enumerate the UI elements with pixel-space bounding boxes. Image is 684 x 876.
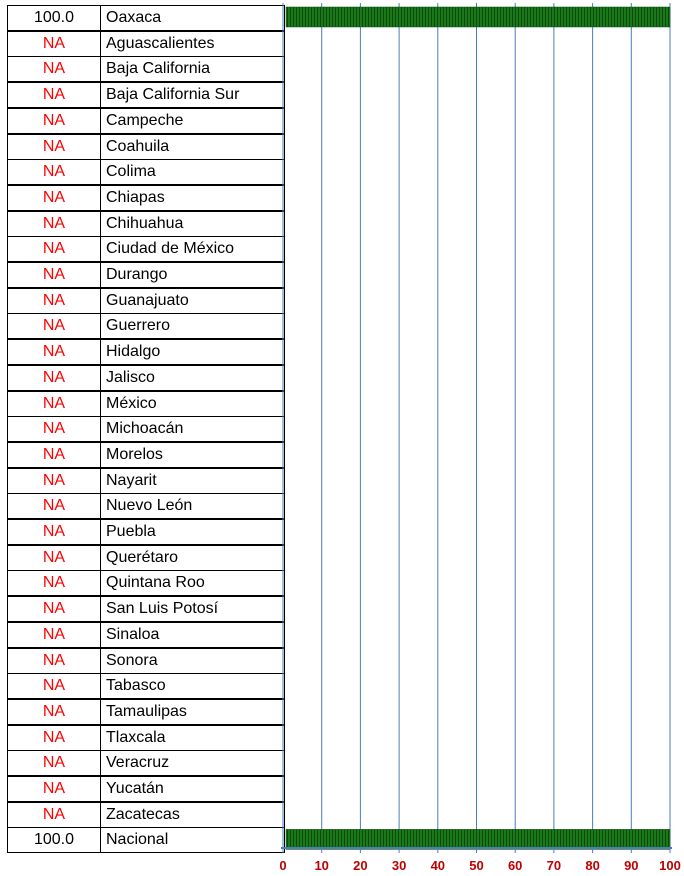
row-value: NA xyxy=(7,185,101,211)
row-name: Chiapas xyxy=(100,185,285,211)
row-value: NA xyxy=(7,596,101,622)
row-name: Oaxaca xyxy=(100,5,285,31)
x-tick-label: 10 xyxy=(314,858,329,873)
x-tick-label: 100 xyxy=(659,858,681,873)
row-value: NA xyxy=(7,648,101,674)
row-name: Querétaro xyxy=(100,545,285,571)
row-value: NA xyxy=(7,416,101,442)
row-value: NA xyxy=(7,570,101,596)
row-value: NA xyxy=(7,468,101,494)
row-name: Baja California xyxy=(100,56,285,82)
row-name: Chihuahua xyxy=(100,211,285,237)
x-tick-label: 70 xyxy=(546,858,562,873)
row-name: Aguascalientes xyxy=(100,31,285,57)
x-tick-label: 60 xyxy=(507,858,523,873)
row-value: NA xyxy=(7,545,101,571)
row-name: Zacatecas xyxy=(100,802,285,828)
x-tick-label: 50 xyxy=(469,858,484,873)
x-tick-label: 20 xyxy=(353,858,368,873)
row-name: Morelos xyxy=(100,442,285,468)
row-name: Quintana Roo xyxy=(100,570,285,596)
bar xyxy=(286,829,670,849)
row-name: Hidalgo xyxy=(100,339,285,365)
row-name: Tabasco xyxy=(100,673,285,699)
x-tick-label: 0 xyxy=(279,858,287,873)
row-value: NA xyxy=(7,236,101,262)
row-value: NA xyxy=(7,493,101,519)
row-value: NA xyxy=(7,802,101,828)
row-name: Guerrero xyxy=(100,313,285,339)
row-name: Durango xyxy=(100,262,285,288)
row-value: NA xyxy=(7,211,101,237)
row-name: Guanajuato xyxy=(100,288,285,314)
row-name: México xyxy=(100,391,285,417)
row-name: Tamaulipas xyxy=(100,699,285,725)
x-tick-label: 80 xyxy=(585,858,600,873)
row-value: NA xyxy=(7,31,101,57)
row-name: Michoacán xyxy=(100,416,285,442)
row-name: San Luis Potosí xyxy=(100,596,285,622)
row-name: Nacional xyxy=(100,827,285,853)
row-name: Nayarit xyxy=(100,468,285,494)
row-value: 100.0 xyxy=(7,5,101,31)
row-name: Yucatán xyxy=(100,776,285,802)
row-name: Jalisco xyxy=(100,365,285,391)
row-value: NA xyxy=(7,622,101,648)
row-value: NA xyxy=(7,725,101,751)
row-value: NA xyxy=(7,339,101,365)
row-name: Colima xyxy=(100,159,285,185)
row-value: NA xyxy=(7,699,101,725)
row-value: NA xyxy=(7,313,101,339)
row-value: NA xyxy=(7,750,101,776)
row-name: Baja California Sur xyxy=(100,82,285,108)
row-name: Coahuila xyxy=(100,134,285,160)
row-name: Ciudad de México xyxy=(100,236,285,262)
row-value: NA xyxy=(7,288,101,314)
row-value: NA xyxy=(7,262,101,288)
x-tick-label: 90 xyxy=(624,858,639,873)
row-value: NA xyxy=(7,56,101,82)
x-tick-label: 40 xyxy=(430,858,446,873)
row-name: Tlaxcala xyxy=(100,725,285,751)
row-value: NA xyxy=(7,391,101,417)
bar xyxy=(286,7,670,27)
row-value: NA xyxy=(7,519,101,545)
row-value: NA xyxy=(7,776,101,802)
row-value: NA xyxy=(7,82,101,108)
x-tick-label: 30 xyxy=(391,858,407,873)
row-value: NA xyxy=(7,442,101,468)
row-name: Campeche xyxy=(100,108,285,134)
row-name: Veracruz xyxy=(100,750,285,776)
row-value: NA xyxy=(7,134,101,160)
row-name: Nuevo León xyxy=(100,493,285,519)
row-value: NA xyxy=(7,108,101,134)
row-value: 100.0 xyxy=(7,827,101,853)
row-name: Sonora xyxy=(100,648,285,674)
row-value: NA xyxy=(7,365,101,391)
row-name: Puebla xyxy=(100,519,285,545)
row-name: Sinaloa xyxy=(100,622,285,648)
row-value: NA xyxy=(7,673,101,699)
row-value: NA xyxy=(7,159,101,185)
